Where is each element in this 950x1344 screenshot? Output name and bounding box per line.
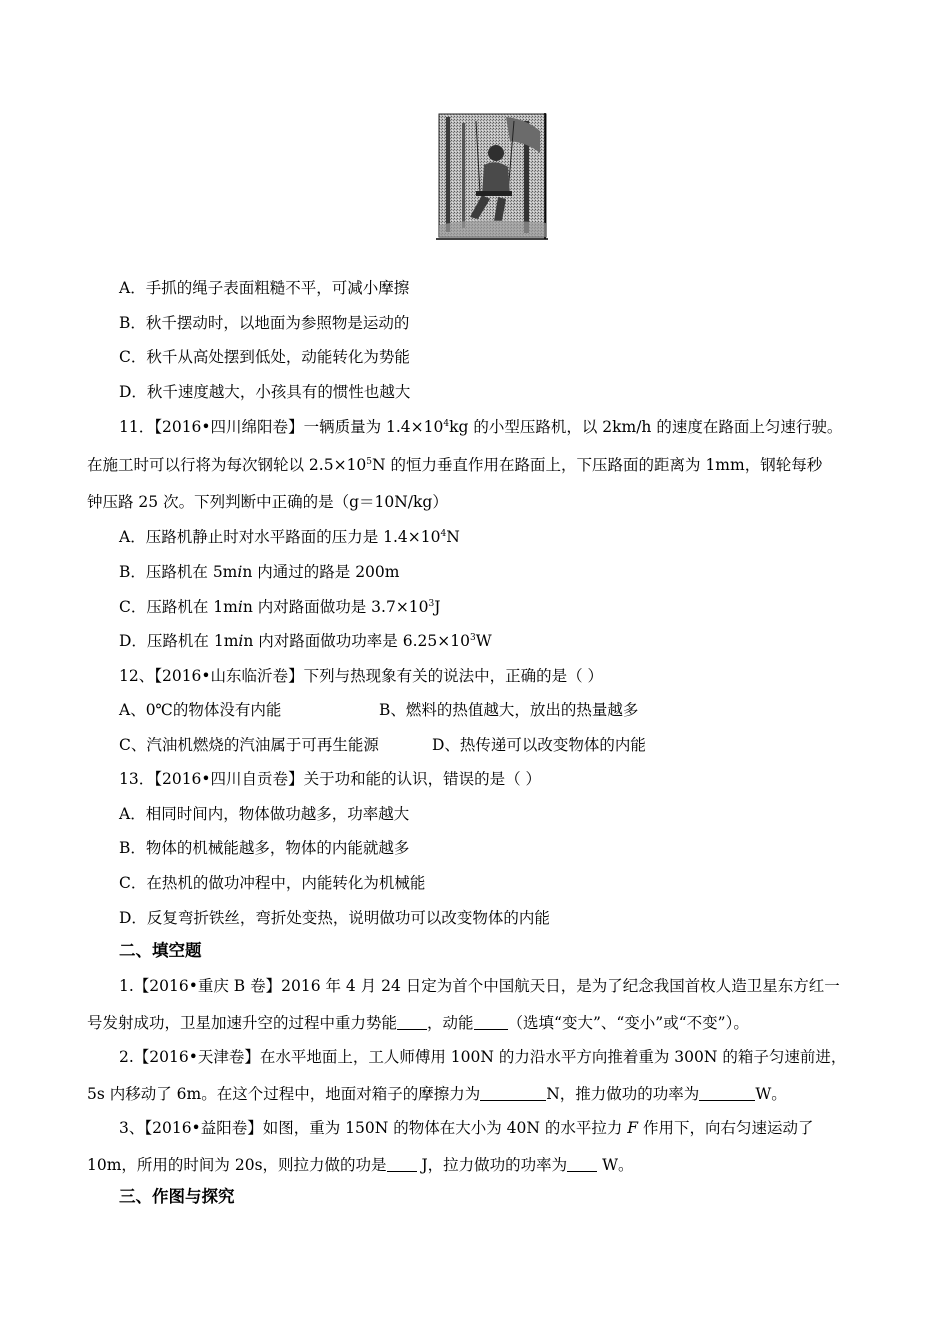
section-fill-blank-title: 二、填空题 xyxy=(119,941,202,960)
q11-stem-line3: 钟压路 25 次。下列判断中正确的是（g＝10N/kg） xyxy=(87,493,448,511)
q10-option-b: B．秋千摆动时，以地面为参照物是运动的 xyxy=(119,314,410,332)
fill2-blank-2[interactable] xyxy=(699,1086,755,1101)
q12-option-d: D、热传递可以改变物体的内能 xyxy=(432,736,646,754)
swing-photo xyxy=(436,113,548,240)
fill3-line1: 3、【2016•益阳卷】如图，重为 150N 的物体在大小为 40N 的水平拉力 F 作用下，向右匀速运动了 xyxy=(119,1119,814,1137)
q12-option-b: B、燃料的热值越大，放出的热量越多 xyxy=(379,701,639,719)
q11-stem-line2: 在施工时可以行将为每次钢轮以 $2.5\times 10^5N$ 的恒力垂直作用在路面上，下压路面的距离为 1mm，钢轮每秒 xyxy=(87,456,823,474)
q12-option-a: A、0℃的物体没有内能 xyxy=(119,701,282,719)
fill3-blank-1[interactable] xyxy=(387,1157,417,1172)
q10-option-a: A．手抓的绳子表面粗糙不平，可减小摩擦 xyxy=(119,279,410,297)
q12-option-c: C、汽油机燃烧的汽油属于可再生能源 xyxy=(119,736,379,754)
q12-stem: 12、【2016•山东临沂卷】下列与热现象有关的说法中，正确的是（ ） xyxy=(119,667,603,685)
fill2-line2: 5s 内移动了 6m。在这个过程中，地面对箱子的摩擦力为 N，推力做功的功率为 W。 xyxy=(87,1085,787,1103)
fill1-blank-2[interactable] xyxy=(474,1015,508,1030)
fill3-blank-2[interactable] xyxy=(567,1157,597,1172)
q13-option-a: A．相同时间内，物体做功越多，功率越大 xyxy=(119,805,410,823)
q11-stem-line1: 11．【2016•四川绵阳卷】一辆质量为 $1.4\times 10^4kg$ 的小型压路机，以 2km/h 的速度在路面上匀速行驶。 xyxy=(119,418,843,436)
q11-option-b: B．压路机在 5min 内通过的路是 200m xyxy=(119,563,400,581)
fill1-line2: 号发射成功，卫星加速升空的过程中重力势能 ，动能 （选填“变大”、“变小”或“不变”）。 xyxy=(87,1014,749,1032)
q13-option-d: D．反复弯折铁丝，弯折处变热，说明做功可以改变物体的内能 xyxy=(119,909,550,927)
q13-stem: 13．【2016•四川自贡卷】关于功和能的认识，错误的是（ ） xyxy=(119,770,541,788)
q10-option-c: C．秋千从高处摆到低处，动能转化为势能 xyxy=(119,348,410,366)
q11-option-c: C．压路机在 1min 内对路面做功是 $3.7\times 10^3J$ xyxy=(119,598,441,616)
fill1-blank-1[interactable] xyxy=(397,1015,427,1030)
q11-option-d: D．压路机在 1min 内对路面做功功率是 $6.25\times 10^3W$ xyxy=(119,632,492,650)
q13-option-b: B．物体的机械能越多，物体的内能就越多 xyxy=(119,839,410,857)
q13-option-c: C．在热机的做功冲程中，内能转化为机械能 xyxy=(119,874,426,892)
q11-option-a: A．压路机静止时对水平路面的压力是 $1.4\times 10^4N$ xyxy=(119,528,460,546)
fill2-blank-1[interactable] xyxy=(480,1086,546,1101)
fill3-line2: 10m，所用的时间为 20s，则拉力做的功是 J，拉力做功的功率为 W。 xyxy=(87,1156,634,1174)
q10-option-d: D．秋千速度越大，小孩具有的惯性也越大 xyxy=(119,383,411,401)
fill1-line1: 1.【2016•重庆 B 卷】2016 年 4 月 24 日定为首个中国航天日，是为了纪念我国首枚人造卫星东方红一 xyxy=(119,977,840,995)
fill2-line1: 2.【2016•天津卷】在水平地面上，工人师傅用 100N 的力沿水平方向推着重为 300N 的箱子匀速前进， xyxy=(119,1048,847,1066)
section-drawing-title: 三、作图与探究 xyxy=(119,1187,235,1206)
